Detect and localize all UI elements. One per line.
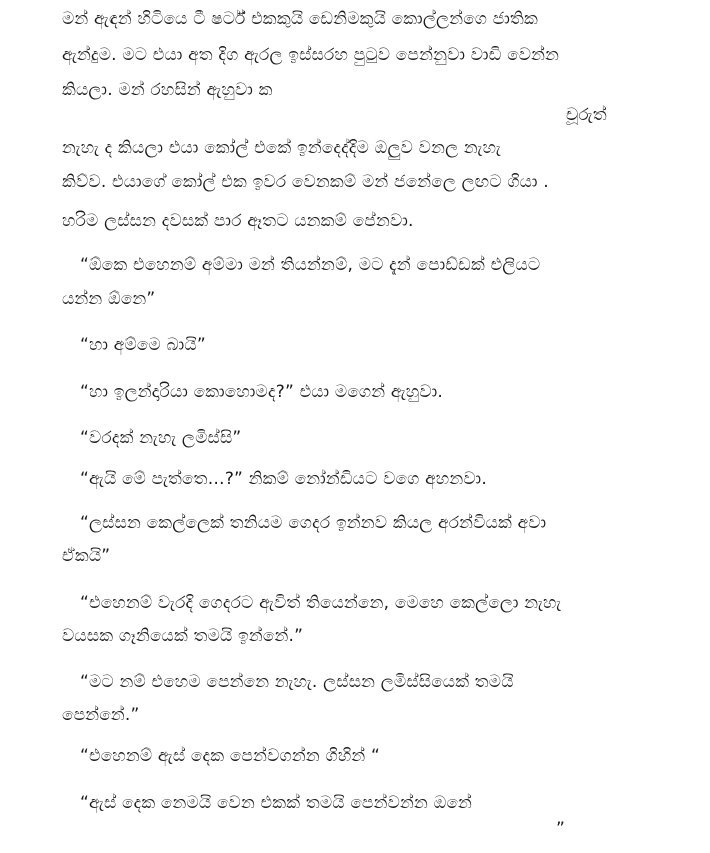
dialogue-2-line-1: “හා අම්මෙ බායි” (80, 335, 206, 355)
paragraph-3-line-2: කිව්ව. එයාගේ කෝල් එක ඉවර වෙනකම් මන් ජනේලෙ ලඟට ගියා . (62, 172, 549, 192)
paragraph-2-line-1: චූරුත් (566, 105, 607, 125)
dialogue-1-line-2: යන්න ඕනෙ” (62, 289, 156, 309)
dialogue-4-line-1: “වරදක් නැහැ ලමිස්සි” (80, 428, 242, 448)
dialogue-10-line-1: “ඇස් දෙක නෙමයි වෙන එකක් තමයි පෙන්වන්න ඔනේ (80, 793, 473, 813)
dialogue-3-line-1: “හා ඉලන්දාරියා කොහොමද?” එයා මගෙන් ඇහුවා. (80, 382, 444, 402)
dialogue-5-line-1: “ඇයි මේ පැත්තෙ…?” නිකම් නෝන්ඩියට වගෙ අහනවා. (80, 469, 487, 489)
dialogue-8-line-1: “මට නම් එහෙම පෙන්නෙ නැහැ. ලස්සන ලමිස්සියෙක් තමයි (80, 672, 514, 692)
dialogue-6-line-1: “ලස්සන කෙල්ලෙක් තනියම ගෙදර ඉන්නව කියල අරන්වියක් අවා (80, 513, 547, 533)
paragraph-1-line-2: ඇන්දුම. මට එයා අත දිග ඇරල ඉස්සරහ පුටුව පෙන්නුවා වාඩි වෙන්න (62, 45, 560, 65)
paragraph-1-line-3: කියලා. මන් රහසින් ඇහුවා ක (62, 80, 273, 100)
dialogue-6-line-2: ඒකයි” (62, 546, 111, 566)
dialogue-1-line-1: “ඕකෙ එහෙනම් අම්මා මන් තියන්නම්, මට දැන් පොඩ්ඩක් එලියට (80, 255, 541, 275)
dialogue-7-line-1: “එහෙනම් වැරදි ගෙදරට ඇවිත් තියෙන්නෙ, මෙහෙ කෙල්ලො නැහැ (80, 593, 562, 613)
paragraph-3-line-1: නැහැ ද කියලා එයා කෝල් එකේ ඉන්දෙද්දිම ඔලුව වනල නැහැ (62, 138, 501, 158)
dialogue-7-line-2: වයසක ගෑනියෙක් තමයි ඉන්නේ.” (62, 626, 304, 646)
paragraph-1-line-1: මන් ඇඳන් හිටියෙ ටී ෂර්ට් එකකුයි ඩෙනිමකුයි කොල්ලන්ගෙ ජාතික (62, 9, 539, 29)
dialogue-9-line-1: “එහෙනම් ඇස් දෙක පෙන්වගන්න ගිහින් “ (80, 746, 381, 766)
dialogue-8-line-2: පෙන්නේ.” (62, 705, 140, 725)
closing-quote: ” (556, 819, 566, 839)
paragraph-4-line-1: හරිම ලස්සන දවසක් පාර ඈතට යනකම් පේනවා. (62, 211, 414, 231)
